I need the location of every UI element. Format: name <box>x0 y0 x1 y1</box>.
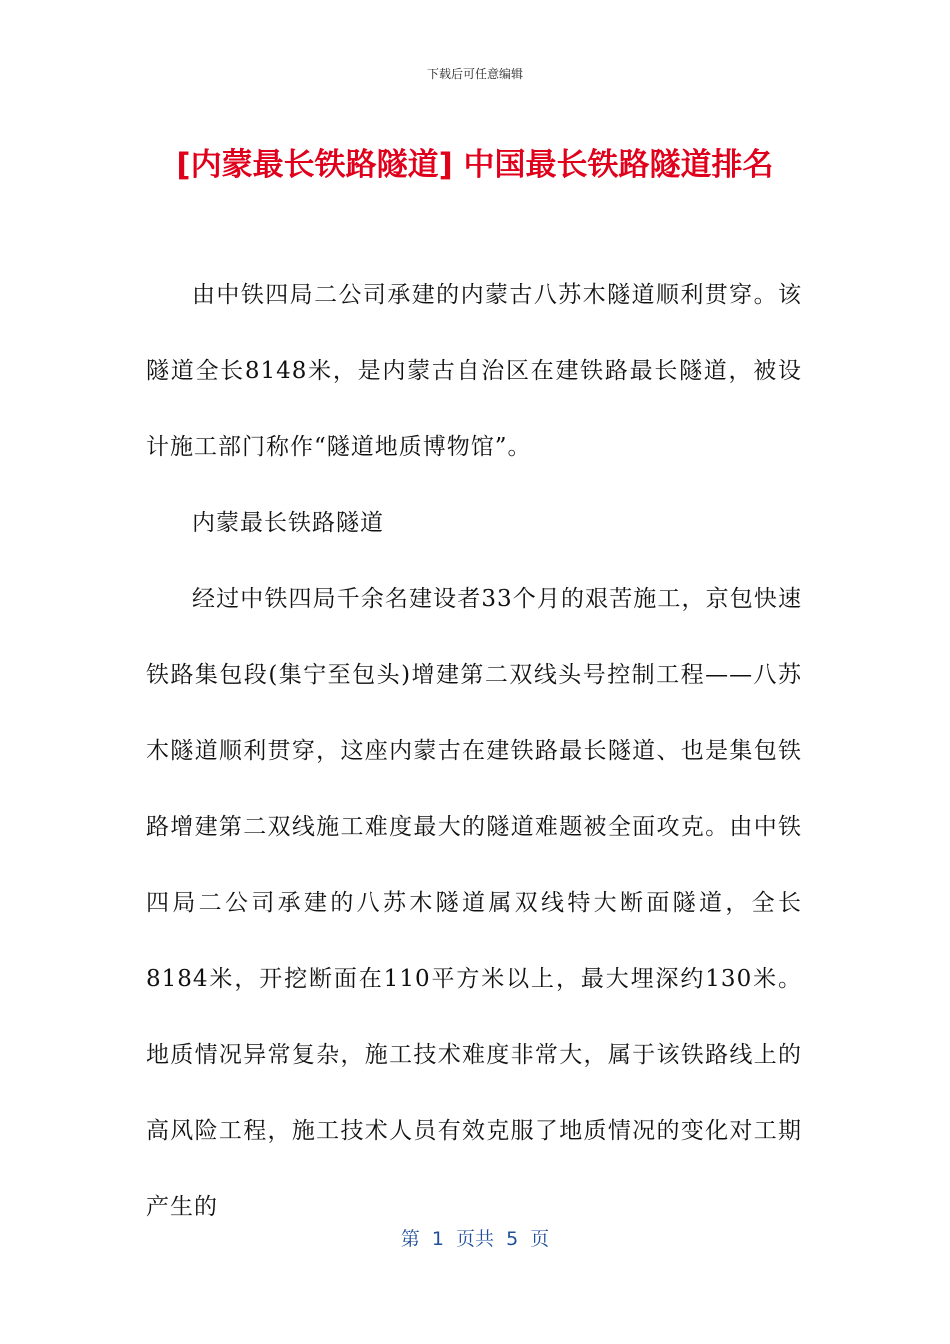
paragraph-subheading: 内蒙最长铁路隧道 <box>192 510 384 536</box>
document-body <box>146 257 802 1245</box>
paragraph-intro: 由中铁四局二公司承建的内蒙古八苏木隧道顺利贯穿。该隧道全长8148米，是内蒙古自治区在建铁路最长隧道，被设计施工部门称作“隧道地质博物馆”。 <box>146 282 802 460</box>
page-header-note: 下载后可任意编辑 <box>426 67 523 81</box>
document-title: [内蒙最长铁路隧道] 中国最长铁路隧道排名 <box>176 147 774 183</box>
page-number-footer: 第 1 页共 5 页 <box>400 1228 550 1250</box>
paragraph-main: 经过中铁四局千余名建设者33个月的艰苦施工，京包快速铁路集包段(集宁至包头)增建第二双线头号控制工程——八苏木隧道顺利贯穿，这座内蒙古在建铁路最长隧道、也是集包铁路增建第二双线施工难度最大的隧道难题被全面攻克。由中铁四局二公司承建的八苏木隧道属双线特大断面隧道，全长8184米，开挖断面在110平方米以上，最大埋深约130米。地质情况异常复杂，施工技术难度非常大，属于该铁路线上的高风险工程，施工技术人员有效克服了地质情况的变化对工期产生的 <box>146 586 802 1220</box>
